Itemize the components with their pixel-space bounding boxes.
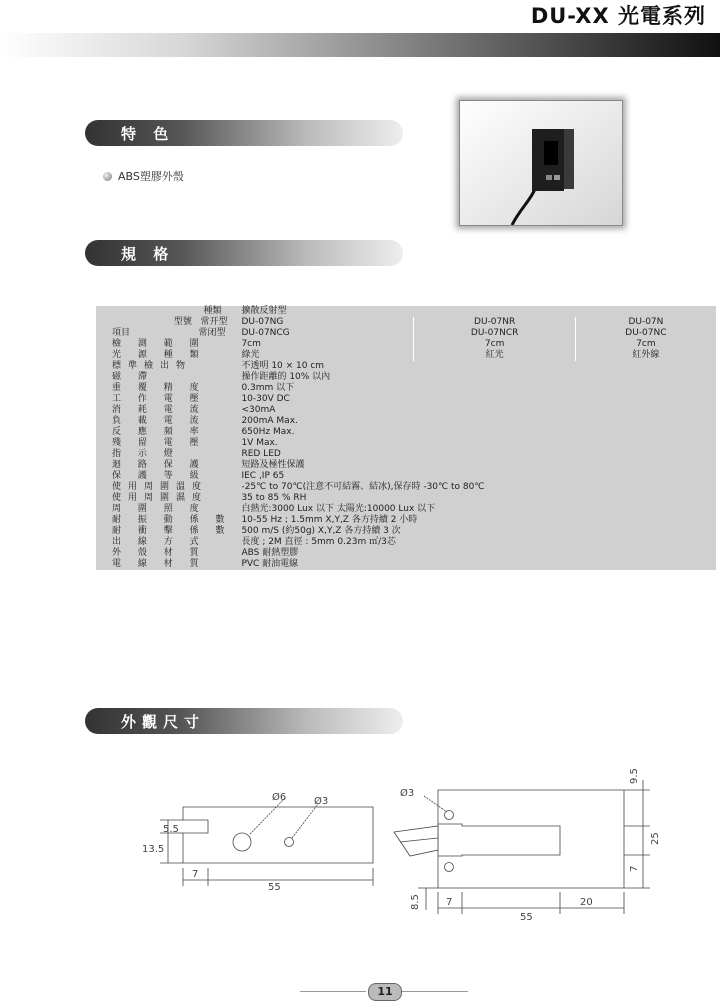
spec-label: 使用周圍溫度 <box>112 482 209 492</box>
dim-right-g: 7 <box>629 865 640 872</box>
feature-item <box>103 168 184 184</box>
spec-row <box>96 361 716 372</box>
nc-label: 常闭型 <box>198 328 226 338</box>
features-section-bar <box>85 120 403 146</box>
spec-row <box>96 438 716 449</box>
spec-label: 指 示 燈 <box>112 449 180 459</box>
dim-left-w1: 7 <box>192 869 199 880</box>
footer-line-left <box>300 991 366 992</box>
bullet-icon <box>103 172 112 181</box>
spec-label: 消 耗 電 流 <box>112 405 206 415</box>
spec-row <box>96 548 716 559</box>
page-title: DU-XX 光電系列 <box>530 4 706 28</box>
dimension-drawing <box>0 760 720 980</box>
spec-label: 反 應 頻 率 <box>112 427 206 437</box>
dim-left-h2: 13.5 <box>142 844 165 855</box>
spec-row <box>96 471 716 482</box>
spec-value: 500 m/S (約50g) X,Y,Z 各方持續 3 次 <box>241 526 401 536</box>
feature-text: ABS塑膠外殼 <box>118 170 184 183</box>
spec-label: 迴 路 保 護 <box>112 460 206 470</box>
dim-left-w2: 55 <box>268 882 281 893</box>
spec-label: 耐 振 動 係 數 <box>112 515 232 525</box>
spec-label: 工 作 電 壓 <box>112 394 206 404</box>
dimensions-heading: 外觀尺寸 <box>121 713 206 731</box>
range-2: 7cm <box>414 339 575 350</box>
dim-left-d2: Ø3 <box>314 796 329 807</box>
product-photo <box>459 100 623 226</box>
dim-right-d: Ø3 <box>400 788 415 799</box>
spec-label: 周 圍 照 度 <box>112 504 206 514</box>
model-nc-1: DU-07NCG <box>241 328 290 338</box>
spec-row <box>96 460 716 471</box>
page-number: 11 <box>368 983 402 1001</box>
spec-row <box>96 383 716 394</box>
light-3: 紅外線 <box>575 350 716 361</box>
spec-label: 出 線 方 式 <box>112 537 206 547</box>
item-label-cell <box>96 328 233 339</box>
spec-row <box>96 559 716 570</box>
spec-label: 標準檢出物 <box>112 361 193 371</box>
dim-right-h: 25 <box>650 832 661 845</box>
spec-row <box>96 504 716 515</box>
spec-value: 35 to 85 % RH <box>241 493 307 503</box>
spec-value: ABS 耐熱塑膠 <box>241 548 299 558</box>
spec-value: 650Hz Max. <box>241 427 295 437</box>
spec-row <box>96 482 716 493</box>
model-no-2: DU-07NR <box>414 317 575 328</box>
sensor-image <box>460 101 622 225</box>
spec-value: 白熱光:3000 Lux 以下 太陽光:10000 Lux 以下 <box>241 504 436 514</box>
spec-row <box>96 515 716 526</box>
no-label: 常开型 <box>200 317 228 327</box>
type-value: 擴散反射型 <box>241 306 287 316</box>
spec-value: -25℃ to 70℃(注意不可結霧、結冰),保存時 -30℃ to 80℃ <box>241 482 485 492</box>
dim-right-w3: 55 <box>520 912 533 923</box>
spec-value: 長度 ; 2M 直徑 : 5mm 0.23m ㎡/3芯 <box>241 537 396 547</box>
light-label: 光 源 種 類 <box>112 350 206 360</box>
model-label: 型號 <box>173 317 192 327</box>
dim-right-w1: 7 <box>446 897 453 908</box>
spec-row <box>96 526 716 537</box>
dimensions-section-bar <box>85 708 403 734</box>
spec-label: 殘 留 電 壓 <box>112 438 206 448</box>
spec-label: 負 載 電 流 <box>112 416 206 426</box>
model-label-cell <box>96 317 233 328</box>
header-gradient-bar <box>0 33 720 57</box>
spec-label: 重 覆 精 度 <box>112 383 206 393</box>
range-label: 檢 測 範 圍 <box>112 339 206 349</box>
spec-label: 電 線 材 質 <box>112 559 206 569</box>
spec-value: RED LED <box>241 449 281 459</box>
dim-left-d1: Ø6 <box>272 792 287 803</box>
dim-right-w2: 20 <box>580 897 593 908</box>
spec-row <box>96 493 716 504</box>
dim-right-b: 8.5 <box>410 894 421 910</box>
spec-label: 外 殼 材 質 <box>112 548 206 558</box>
spec-value: 10-30V DC <box>241 394 290 404</box>
spec-table <box>96 306 716 570</box>
spec-row <box>96 449 716 460</box>
spec-value: 200mA Max. <box>241 416 298 426</box>
spec-value: 1V Max. <box>241 438 278 448</box>
range-1: 7cm <box>241 339 261 349</box>
dim-right-t: 9.5 <box>629 768 640 784</box>
spec-value: <30mA <box>241 405 276 415</box>
model-nc-3: DU-07NC <box>575 328 716 339</box>
footer-line-right <box>402 991 468 992</box>
specs-heading: 規 格 <box>121 245 175 263</box>
features-heading: 特 色 <box>121 125 175 143</box>
spec-value: 0.3mm 以下 <box>241 383 295 393</box>
range-3: 7cm <box>575 339 716 350</box>
spec-row <box>96 416 716 427</box>
dim-left-h1: 5.5 <box>163 824 179 835</box>
spec-row <box>96 537 716 548</box>
type-label: 種類 <box>203 306 222 316</box>
spec-label: 耐 衝 擊 係 數 <box>112 526 232 536</box>
spec-label: 保 護 等 級 <box>112 471 206 481</box>
spec-value: 10-55 Hz ; 1.5mm X,Y,Z 各方持續 2 小時 <box>241 515 418 525</box>
model-no-3: DU-07N <box>575 317 716 328</box>
light-1: 綠光 <box>241 350 260 360</box>
spec-value: PVC 耐油電線 <box>241 559 299 569</box>
spec-value: 短路及極性保護 <box>241 460 305 470</box>
spec-row <box>96 405 716 416</box>
front-view-drawing <box>394 780 650 914</box>
spec-value: 操作距離的 10% 以內 <box>241 372 331 382</box>
model-nc-2: DU-07NCR <box>414 328 575 339</box>
spec-row <box>96 372 716 383</box>
spec-value: 不透明 10 × 10 cm <box>241 361 325 371</box>
light-2: 紅光 <box>414 350 575 361</box>
spec-label: 使用周圍濕度 <box>112 493 209 503</box>
spec-row <box>96 394 716 405</box>
spec-value: IEC ,IP 65 <box>241 471 285 481</box>
specs-section-bar <box>85 240 403 266</box>
item-label: 項目 <box>112 328 131 338</box>
spec-label: 磁 滯 <box>112 372 154 382</box>
model-no-1: DU-07NG <box>241 317 284 327</box>
spec-row <box>96 427 716 438</box>
